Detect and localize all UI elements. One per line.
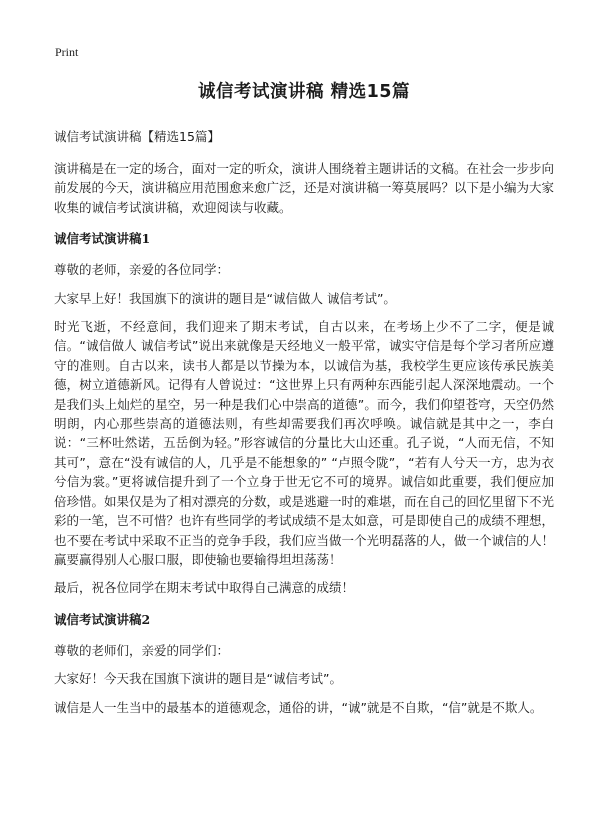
page-title: 诚信考试演讲稿 精选15篇 xyxy=(198,82,410,102)
paragraph: 大家好！今天我在国旗下演讲的题目是“诚信考试”。 xyxy=(54,671,342,687)
paragraph: 时光飞逝，不经意间，我们迎来了期末考试，自古以来，在考场上少不了二字，便是诚信。“诚信做人 诚信考试”说出来就像是天经地义一般平常，诚实守信是每个学习者所应遵守的准则。自古以来，读书人都是以节操为本，以诚信为基，我校学生更应该传承民族美德，树立道德新风。记得有人曾说过：“这世界上只有两种东西能引起人深深地震动。一个是我们头上灿烂的星空，另一种是我们心中崇高的道德”。而今，我们仰望苍穹，天空仍然明朗，内心那些崇高的道德法则，有些却需要我们再次呼唤。诚信就是其中之一，李白说：“三杯吐然诺，五岳倒为轻。”形容诚信的分量比大山还重。孔子说，“人而无信，不知其可”，意在“没有诚信的人，几乎是不能想象的” “卢照令陇”，“若有人兮天一方，忠为衣兮信为裳。”更将诚信提升到了一个立身于世无它不可的境界。诚信如此重要，我们便应加倍珍惜。如果仅是为了相对漂亮的分数，或是逃避一时的难堪，而在自己的回忆里留下不光彩的一笔，岂不可惜？也许有些同学的考试成绩不是太如意，可是即使自己的成绩不理想，也不要在考试中采取不正当的竞争手段，我们应当做一个光明磊落的人，做一个诚信的人！赢要赢得别人心服口服，即使输也要输得坦坦荡荡！ xyxy=(54,319,555,567)
print-link[interactable]: Print xyxy=(55,45,79,59)
section-heading-1: 诚信考试演讲稿1 xyxy=(54,231,151,247)
paragraph: 诚信是人一生当中的最基本的道德观念，通俗的讲，“诚”就是不自欺，“信”就是不欺人。 xyxy=(54,699,543,715)
section-heading-2: 诚信考试演讲稿2 xyxy=(54,611,151,627)
paragraph: 尊敬的老师，亲爱的各位同学： xyxy=(54,262,230,278)
paragraph: 大家早上好！我国旗下的演讲的题目是“诚信做人 诚信考试”。 xyxy=(54,290,396,306)
intro-paragraph: 演讲稿是在一定的场合，面对一定的听众，演讲人围绕着主题讲话的文稿。在社会一步步向前发展的今天，演讲稿应用范围愈来愈广泛，还是对演讲稿一筹莫展吗？以下是小编为大家收集的诚信考试演讲稿，欢迎阅读与收藏。 xyxy=(54,161,555,215)
paragraph: 尊敬的老师们，亲爱的同学们： xyxy=(54,642,230,658)
document-subtitle: 诚信考试演讲稿【精选15篇】 xyxy=(54,129,220,144)
paragraph: 最后，祝各位同学在期末考试中取得自己满意的成绩！ xyxy=(54,580,355,596)
document-body xyxy=(54,78,554,726)
